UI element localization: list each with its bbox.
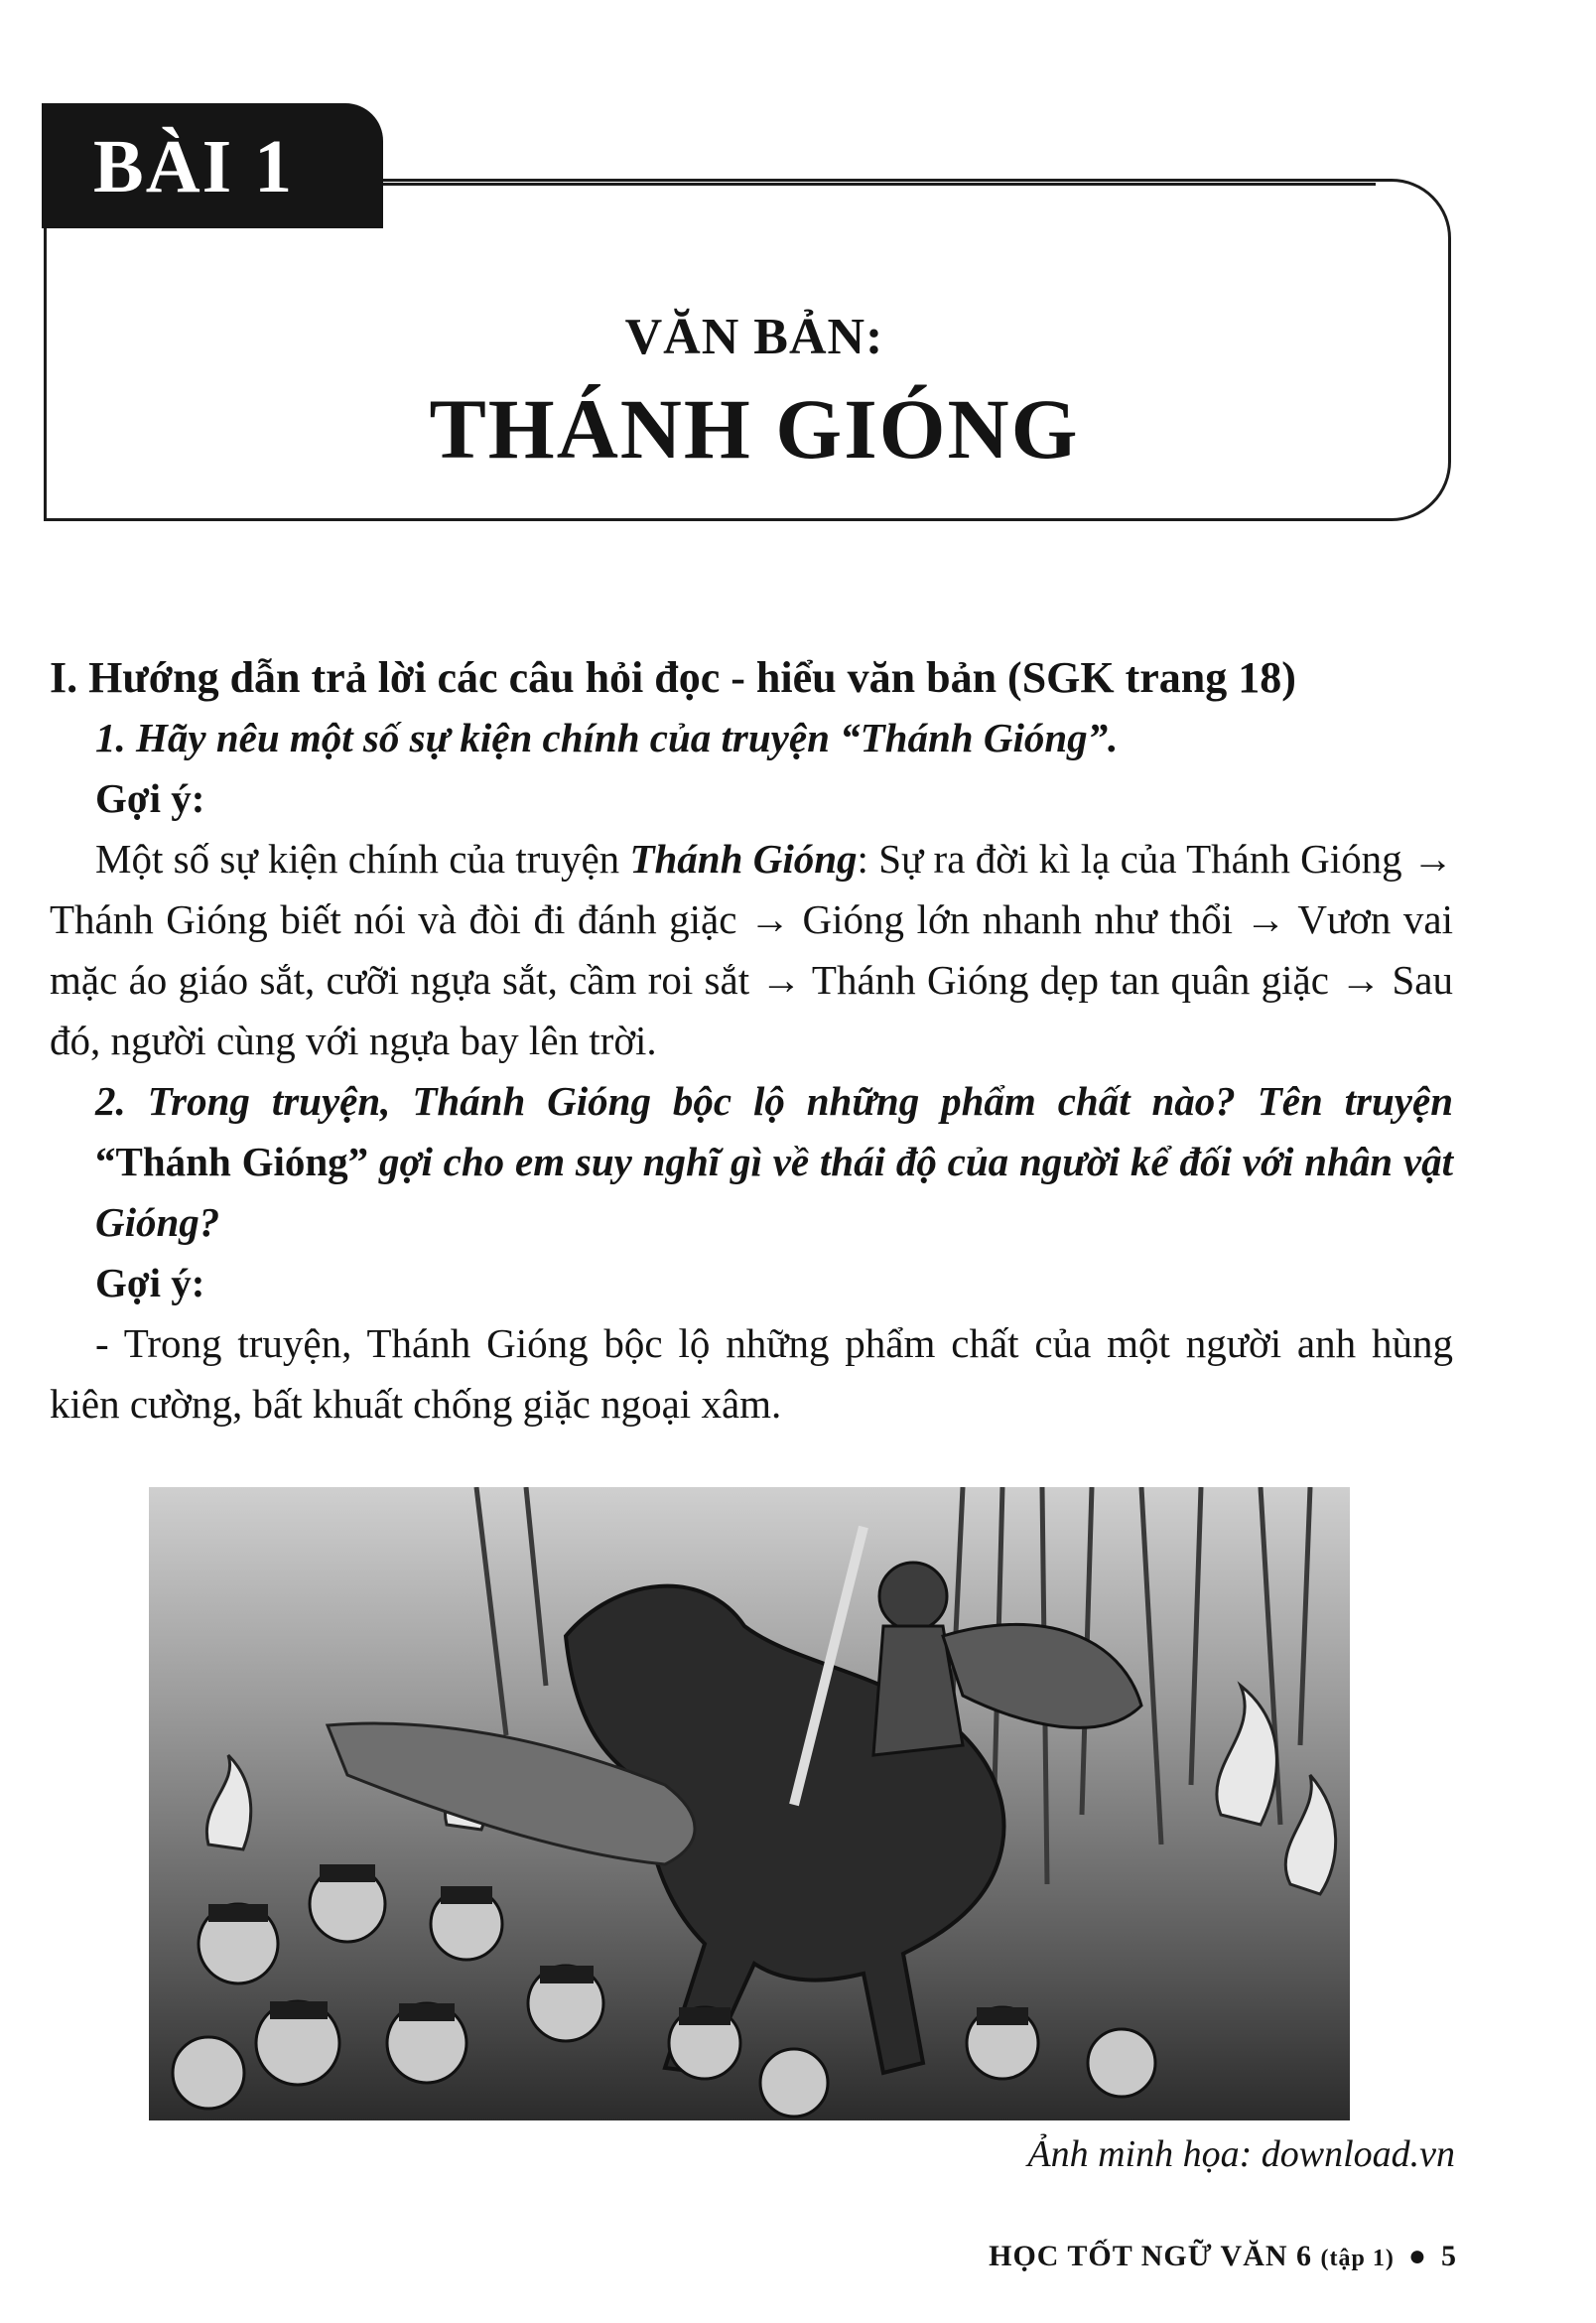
enemy-soldiers [173,1866,1155,2117]
lesson-tab [42,103,383,228]
main-content [50,647,1453,1435]
footer-book-title: HỌC TỐT NGỮ VĂN 6 [989,2240,1313,2272]
answer-1-title: Thánh Gióng [629,836,858,882]
question-2 [50,1071,1453,1253]
hint-label-2: Gợi ý: [95,1260,205,1305]
page-footer [989,2240,1457,2273]
section-heading: I. Hướng dẫn trả lời các câu hỏi đọc - hiểu văn bản (SGK trang 18) [50,653,1296,702]
text-type-label: VĂN BẢN: [624,309,884,365]
answer-1 [50,829,1453,1071]
header-rule [383,183,1376,186]
illustration-image [149,1487,1350,2120]
question-1: 1. Hãy nêu một số sự kiện chính của truyện “Thánh Gióng”. [95,715,1119,760]
footer-volume: (tập 1) [1320,2246,1395,2271]
question-2-title: “Thánh Gióng” [95,1139,369,1184]
answer-1-intro: Một số sự kiện chính của truyện [95,836,630,882]
hint-label-1: Gợi ý: [95,775,205,821]
bullet-icon: ● [1407,2240,1427,2272]
question-2-part2: gợi cho em suy nghĩ gì về thái độ của người kể đối với nhân vật Gióng? [95,1139,1453,1245]
image-caption: Ảnh minh họa: download.vn [1027,2133,1455,2175]
answer-2: - Trong truyện, Thánh Gióng bộc lộ những phẩm chất của một người anh hùng kiên cường, bất khuất chống giặc ngoại xâm. [50,1320,1453,1427]
lesson-title: THÁNH GIÓNG [429,381,1080,477]
lesson-number: BÀI 1 [93,125,295,208]
question-2-part1: 2. Trong truyện, Thánh Gióng bộc lộ những phẩm chất nào? Tên truyện [95,1078,1453,1124]
answer-1-rest: : Sự ra đời kì lạ của Thánh Gióng → Thánh Gióng biết nói và đòi đi đánh giặc → Gióng lớn nhanh như thổi → Vươn vai mặc áo giáo sắt, cưỡi ngựa sắt, cầm roi sắt → Thánh Gióng dẹp tan quân giặc → Sau đó, người cùng với ngựa bay lên trời. [50,836,1453,1063]
page-number: 5 [1441,2240,1457,2272]
illustration-artwork [149,1487,1350,2120]
